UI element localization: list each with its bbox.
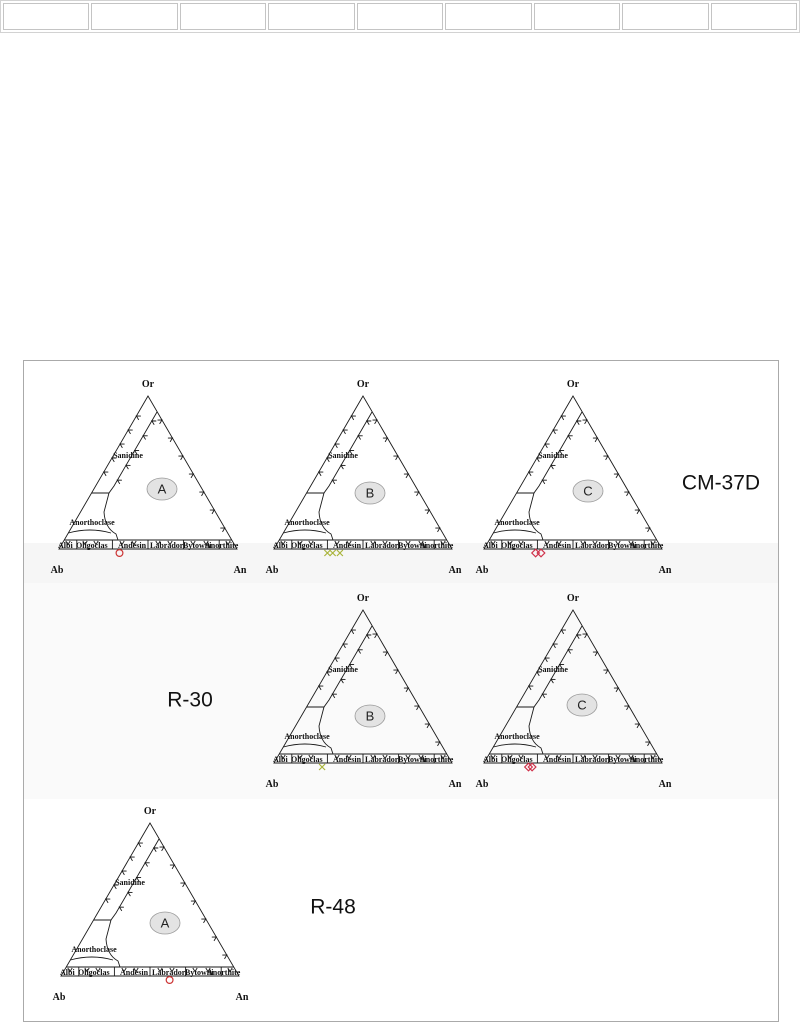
sample-name-label: R-30	[167, 688, 213, 712]
tie-line-tick	[645, 528, 650, 532]
plagioclase-label: Anorthite	[630, 755, 664, 764]
tie-line-tick	[119, 907, 124, 911]
plagioclase-label: Anorthite	[420, 541, 454, 550]
tie-line-tick	[178, 456, 183, 460]
tie-line-tick	[152, 421, 157, 425]
plagioclase-label: Andesin	[333, 755, 362, 764]
tie-line-tick	[199, 492, 204, 496]
tie-line-tick	[170, 865, 175, 869]
plagioclase-label: Andesin	[120, 968, 149, 977]
field-label-anorthoclase: Anorthoclase	[494, 518, 540, 527]
tie-line-tick	[341, 465, 346, 469]
tie-line-tick	[393, 456, 398, 460]
plagioclase-label: Anorthite	[420, 755, 454, 764]
data-point-marker	[166, 977, 173, 984]
tie-line-tick	[367, 421, 372, 425]
tie-line-tick	[542, 480, 547, 484]
tie-line-tick	[106, 899, 111, 903]
tie-line-tick	[210, 510, 215, 514]
tie-line-tick	[583, 420, 588, 424]
plagioclase-label: Oligoclas	[76, 541, 108, 550]
plagioclase-label: Andesin	[543, 541, 572, 550]
tie-line-tick	[143, 436, 148, 440]
plagioclase-label: Anorthite	[207, 968, 241, 977]
tie-line-tick	[220, 528, 225, 532]
panel-letter: A	[160, 915, 170, 931]
tie-line-tick	[414, 492, 419, 496]
plagioclase-label: Bytowni	[608, 541, 637, 550]
field-label-anorthoclase: Anorthoclase	[284, 518, 330, 527]
tie-line-tick	[332, 480, 337, 484]
vertex-label-or: Or	[356, 379, 370, 390]
plagioclase-label: Anorthite	[630, 541, 664, 550]
tie-line-tick	[553, 430, 558, 434]
ternary-panel-r-48-a	[53, 806, 249, 1003]
plagioclase-label: Albi	[58, 541, 73, 550]
vertex-label-or: Or	[143, 806, 157, 817]
tie-line-tick	[635, 510, 640, 514]
tie-line-tick	[351, 416, 356, 420]
plagioclase-label: Bytowni	[608, 755, 637, 764]
tie-line-tick	[568, 436, 573, 440]
plagioclase-label: Labradori	[152, 968, 188, 977]
tie-line-tick	[138, 843, 143, 847]
field-label-anorthoclase: Anorthoclase	[284, 732, 330, 741]
albite-field-boundary	[493, 530, 536, 533]
plagioclase-label: Albi	[273, 755, 288, 764]
plagioclase-label: Bytowni	[185, 968, 214, 977]
albite-field-boundary	[283, 530, 326, 533]
vertex-label-ab: Ab	[475, 779, 489, 790]
field-label-sanidine: Sanidine	[538, 665, 568, 674]
tie-line-tick	[561, 416, 566, 420]
tie-line-tick	[404, 474, 409, 478]
tie-line-tick	[335, 444, 340, 448]
tie-line-tick	[373, 420, 378, 424]
vertex-label-or: Or	[566, 593, 580, 604]
tie-line-tick	[212, 937, 217, 941]
plagioclase-label: Labradori	[365, 755, 401, 764]
vertex-label-an: An	[448, 779, 462, 790]
sample-name-label: R-48	[310, 895, 356, 919]
tie-line-tick	[551, 465, 556, 469]
field-label-sanidine: Sanidine	[328, 451, 358, 460]
albite-field-boundary	[68, 530, 111, 533]
tie-line-tick	[136, 416, 141, 420]
tie-line-tick	[189, 474, 194, 478]
plagioclase-label: Albi	[60, 968, 75, 977]
panel-letter: B	[365, 708, 375, 724]
panel-letter: B	[365, 485, 375, 501]
plagioclase-label: Andesin	[333, 541, 362, 550]
vertex-label-an: An	[235, 992, 249, 1003]
vertex-label-an: An	[448, 565, 462, 576]
tie-line-tick	[529, 472, 534, 476]
tie-line-tick	[104, 472, 109, 476]
vertex-label-ab: Ab	[52, 992, 66, 1003]
vertex-label-an: An	[658, 779, 672, 790]
plagioclase-label: Bytowni	[183, 541, 212, 550]
panel-letter: C	[583, 483, 593, 499]
vertex-label-or: Or	[566, 379, 580, 390]
albite-field-boundary	[70, 957, 113, 960]
tie-line-tick	[593, 438, 598, 442]
field-label-sanidine: Sanidine	[113, 451, 143, 460]
plagioclase-label: Oligoclas	[501, 755, 533, 764]
plagioclase-label: Bytowni	[398, 541, 427, 550]
vertex-label-ab: Ab	[475, 565, 489, 576]
plagioclase-label: Albi	[483, 755, 498, 764]
plagioclase-label: Labradori	[150, 541, 186, 550]
plagioclase-label: Labradori	[575, 755, 611, 764]
plagioclase-label: Labradori	[365, 541, 401, 550]
tie-line-tick	[145, 863, 150, 867]
tie-line-tick	[130, 857, 135, 861]
tie-line-tick	[160, 847, 165, 851]
plagioclase-label: Bytowni	[398, 755, 427, 764]
plagioclase-label: Labradori	[575, 541, 611, 550]
field-label-sanidine: Sanidine	[115, 878, 145, 887]
vertex-label-ab: Ab	[50, 565, 64, 576]
tie-line-tick	[343, 430, 348, 434]
plagioclase-label: Oligoclas	[291, 541, 323, 550]
field-label-sanidine: Sanidine	[328, 665, 358, 674]
tie-line-tick	[358, 436, 363, 440]
plagioclase-label: Anorthite	[205, 541, 239, 550]
vertex-label-an: An	[233, 565, 247, 576]
tie-line-tick	[168, 438, 173, 442]
tie-line-tick	[120, 444, 125, 448]
field-label-anorthoclase: Anorthoclase	[71, 945, 117, 954]
plagioclase-label: Albi	[273, 541, 288, 550]
vertex-label-ab: Ab	[265, 779, 279, 790]
plagioclase-label: Oligoclas	[291, 755, 323, 764]
tie-line-tick	[201, 919, 206, 923]
sample-name-label: CM-37D	[681, 471, 761, 495]
plagioclase-label: Andesin	[118, 541, 147, 550]
field-label-anorthoclase: Anorthoclase	[494, 732, 540, 741]
tie-line-tick	[545, 444, 550, 448]
plagioclase-label: Albi	[483, 541, 498, 550]
panel-letter: A	[157, 481, 167, 497]
tie-line-tick	[126, 465, 131, 469]
vertex-label-or: Or	[141, 379, 155, 390]
vertex-label-ab: Ab	[265, 565, 279, 576]
tie-line-tick	[158, 420, 163, 424]
panel-letter: C	[577, 697, 587, 713]
vertex-label-or: Or	[356, 593, 370, 604]
tie-line-tick	[435, 528, 440, 532]
tie-line-tick	[191, 901, 196, 905]
tie-line-tick	[383, 438, 388, 442]
tie-line-tick	[603, 456, 608, 460]
field-label-anorthoclase: Anorthoclase	[69, 518, 115, 527]
tie-line-tick	[624, 492, 629, 496]
tie-line-tick	[614, 474, 619, 478]
plagioclase-label: Andesin	[543, 755, 572, 764]
tie-line-tick	[122, 871, 127, 875]
tie-line-tick	[128, 430, 133, 434]
vertex-label-an: An	[658, 565, 672, 576]
tie-line-tick	[154, 848, 159, 852]
plagioclase-label: Oligoclas	[78, 968, 110, 977]
tie-line-tick	[222, 955, 227, 959]
plagioclase-label: Oligoclas	[501, 541, 533, 550]
background-band	[24, 583, 778, 799]
tie-line-tick	[128, 892, 133, 896]
field-label-sanidine: Sanidine	[538, 451, 568, 460]
tie-line-tick	[425, 510, 430, 514]
tie-line-tick	[117, 480, 122, 484]
tie-line-tick	[577, 421, 582, 425]
tie-line-tick	[180, 883, 185, 887]
tie-line-tick	[319, 472, 324, 476]
